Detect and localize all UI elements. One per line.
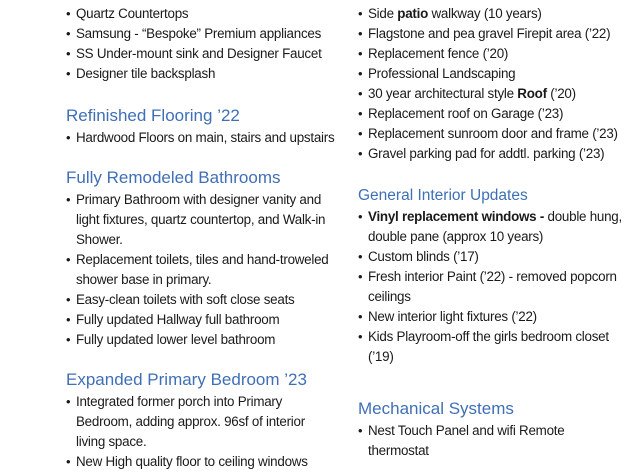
item-text: walkway (10 years) — [428, 6, 542, 21]
bedroom-section — [66, 370, 336, 472]
item-text: Flagstone and pea gravel Firepit area (’22) — [368, 26, 611, 41]
list-item — [358, 247, 628, 267]
list-item: • Primary Bathroom with designer vanity and light fixtures, quartz countertop, and Walk-in Shower. — [66, 190, 336, 250]
item-text: 30 year architectural style — [368, 86, 518, 101]
item-text: Replacement sunroom door and frame (’23) — [368, 126, 618, 141]
list-item — [358, 44, 628, 64]
kitchen-list — [66, 4, 336, 84]
bathrooms-heading: Fully Remodeled Bathrooms — [66, 168, 281, 187]
list-item — [358, 104, 628, 124]
bold-text: Vinyl replacement windows - — [368, 209, 545, 224]
list-item — [358, 327, 628, 367]
interior-heading: General Interior Updates — [358, 187, 528, 204]
list-item — [358, 24, 628, 44]
item-text: Custom blinds (’17) — [368, 249, 479, 264]
interior-section — [358, 186, 628, 367]
kitchen-section — [66, 4, 336, 84]
exterior-section — [358, 4, 628, 164]
mechanical-section — [358, 399, 628, 461]
list-item — [358, 207, 628, 247]
flooring-heading: Refinished Flooring ’22 — [66, 106, 240, 125]
flooring-section — [66, 106, 336, 148]
list-item — [358, 144, 628, 164]
list-item — [358, 421, 628, 461]
item-text: Replacement fence (’20) — [368, 46, 509, 61]
list-item — [358, 307, 628, 327]
item-text: Professional Landscaping — [368, 66, 516, 81]
bedroom-list — [66, 392, 336, 472]
list-item — [358, 267, 628, 307]
item-text: Gravel parking pad for addtl. parking (’23) — [368, 146, 605, 161]
list-item: • SS Under-mount sink and Designer Faucet — [66, 44, 336, 64]
mechanical-list — [358, 421, 628, 461]
list-item: • Hardwood Floors on main, stairs and upstairs — [66, 128, 336, 148]
list-item: • Quartz Countertops — [66, 4, 336, 24]
list-item: • Replacement toilets, tiles and hand-troweled shower base in primary. — [66, 250, 336, 290]
bathrooms-list — [66, 190, 336, 350]
list-item: • Fully updated Hallway full bathroom — [66, 310, 336, 330]
bold-text: Roof — [517, 86, 547, 101]
list-item — [358, 84, 628, 104]
list-item: • Easy-clean toilets with soft close seats — [66, 290, 336, 310]
mechanical-heading: Mechanical Systems — [358, 399, 514, 418]
list-item — [358, 124, 628, 144]
flooring-list — [66, 128, 336, 148]
list-item: • Integrated former porch into Primary Bedroom, adding approx. 96sf of interior living space. — [66, 392, 336, 452]
item-text: Side — [368, 6, 398, 21]
item-text: Replacement roof on Garage (’23) — [368, 106, 564, 121]
bold-text: patio — [397, 6, 429, 21]
list-item: • Designer tile backsplash — [66, 64, 336, 84]
list-item: • Fully updated lower level bathroom — [66, 330, 336, 350]
interior-list — [358, 207, 628, 367]
list-item: • New High quality floor to ceiling windows — [66, 452, 336, 472]
list-item — [358, 64, 628, 84]
list-item — [358, 4, 628, 24]
item-text: Nest Touch Panel and wifi Remote thermostat — [368, 423, 565, 458]
bedroom-heading: Expanded Primary Bedroom ’23 — [66, 370, 307, 389]
item-text: double hung, double pane (approx 10 years) — [368, 209, 622, 244]
item-text: Kids Playroom-off the girls bedroom closet (’19) — [368, 329, 609, 364]
item-text: Fresh interior Paint (’22) - removed popcorn ceilings — [368, 269, 617, 304]
list-item: • Samsung - “Bespoke” Premium appliances — [66, 24, 336, 44]
item-text: (’20) — [546, 86, 576, 101]
exterior-list — [358, 4, 628, 164]
item-text: New interior light fixtures (’22) — [368, 309, 537, 324]
bathrooms-section — [66, 168, 336, 350]
